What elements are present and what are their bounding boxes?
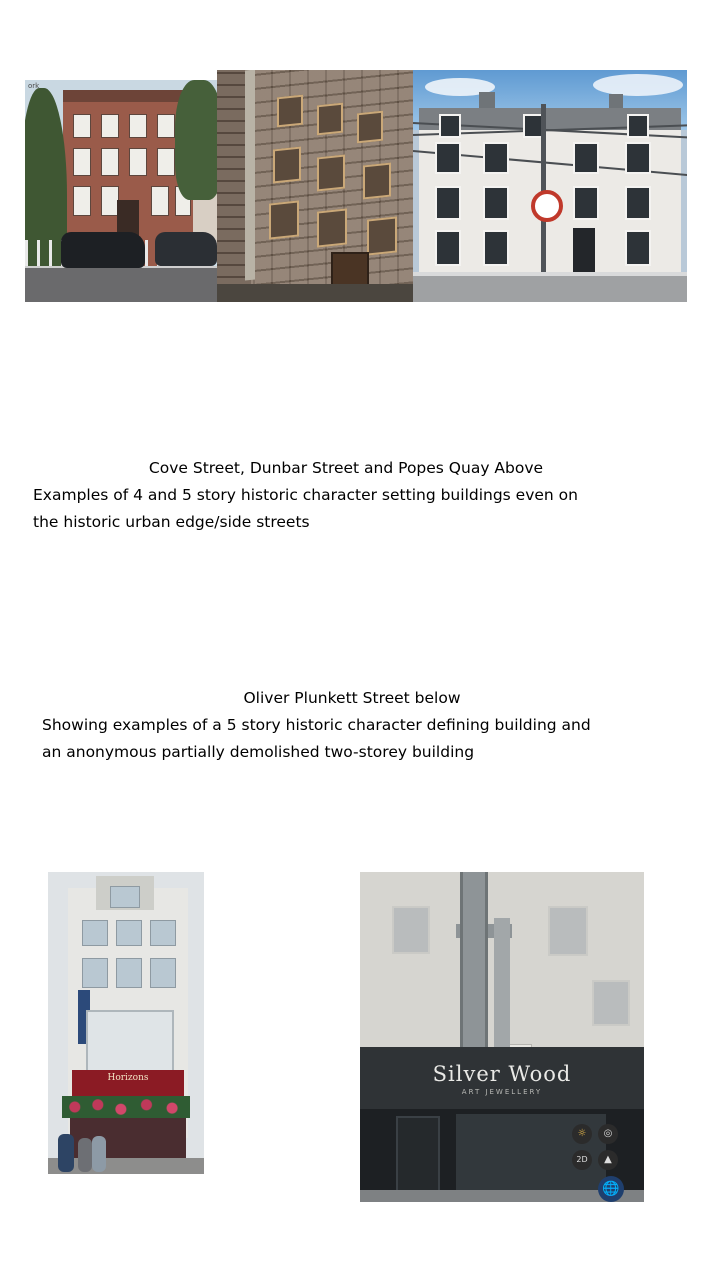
oliver-plunkett-street-silverwood-photo <box>360 872 644 1202</box>
window <box>625 142 651 174</box>
popes-quay-photo <box>413 70 687 302</box>
window <box>150 920 176 946</box>
shop-sign-text: Horizons <box>107 1073 149 1083</box>
window <box>129 148 147 176</box>
dunbar-street-photo <box>217 70 413 302</box>
window <box>73 148 91 176</box>
parked-car <box>61 232 145 268</box>
window <box>151 186 169 216</box>
window <box>625 230 651 266</box>
window <box>435 186 461 220</box>
cove-street-photo <box>25 80 217 302</box>
window <box>317 155 345 192</box>
window <box>625 186 651 220</box>
oriel-bay-window <box>86 1010 174 1072</box>
shop-sign-text: Silver Wood <box>432 1062 572 1086</box>
flower-boxes <box>62 1096 190 1118</box>
parked-car <box>155 232 217 266</box>
window <box>483 230 509 266</box>
dormer-window <box>439 114 461 138</box>
ground <box>217 284 413 302</box>
window <box>116 920 142 946</box>
window <box>157 114 175 138</box>
shop-door <box>396 1116 440 1200</box>
window <box>367 216 397 255</box>
top-photo-strip <box>25 70 687 302</box>
caption-top <box>33 455 653 536</box>
pedestrian <box>78 1138 92 1172</box>
window <box>157 148 175 176</box>
caption-top-line1: Examples of 4 and 5 story historic character setting buildings even on <box>33 486 578 504</box>
caption-top-title: Cove Street, Dunbar Street and Popes Quay Above <box>148 459 544 477</box>
window <box>269 200 299 239</box>
downpipe <box>245 70 255 281</box>
window <box>483 142 509 174</box>
window <box>548 906 588 956</box>
window <box>129 114 147 138</box>
window <box>150 958 176 988</box>
window <box>73 114 91 138</box>
window <box>101 148 119 176</box>
street-view-sun-icon[interactable]: ☼ <box>572 1124 592 1144</box>
caption-top-line2: the historic urban edge/side streets <box>33 513 310 531</box>
window <box>73 186 91 216</box>
window <box>277 95 303 128</box>
caption-bottom <box>42 685 662 766</box>
zoom-2d-toggle[interactable]: 2D <box>572 1150 592 1170</box>
no-entry-sign <box>531 190 563 222</box>
window <box>82 920 108 946</box>
entrance-door <box>573 228 595 272</box>
tree <box>175 80 217 200</box>
caption-bottom-line1: Showing examples of a 5 story historic character defining building and <box>42 716 591 734</box>
street-view-pegman-icon[interactable]: ▲ <box>598 1150 618 1170</box>
caption-bottom-title: Oliver Plunkett Street below <box>243 689 461 707</box>
road <box>25 268 217 302</box>
window <box>435 230 461 266</box>
dormer-window <box>627 114 649 138</box>
road <box>413 276 687 302</box>
window <box>357 111 383 144</box>
globe-icon[interactable]: 🌐 <box>598 1176 624 1202</box>
window <box>82 958 108 988</box>
oliver-plunkett-street-horizons-photo <box>48 872 204 1174</box>
window <box>573 142 599 174</box>
window <box>363 163 391 200</box>
window <box>116 958 142 988</box>
cloud <box>593 74 683 96</box>
pedestrian <box>92 1136 106 1172</box>
window <box>101 114 119 138</box>
shop-sub-sign-text: ART JEWELLERY <box>461 1088 543 1096</box>
window <box>392 906 430 954</box>
street-view-compass-icon[interactable]: ◎ <box>598 1124 618 1144</box>
window <box>435 142 461 174</box>
window <box>110 886 140 908</box>
window <box>317 208 347 247</box>
window <box>317 103 343 136</box>
pedestrians <box>52 1120 108 1172</box>
window <box>483 186 509 220</box>
pedestrian <box>58 1134 74 1172</box>
caption-bottom-line2: an anonymous partially demolished two-storey building <box>42 743 475 761</box>
photo-corner-label: ork <box>28 82 40 90</box>
window <box>273 147 301 184</box>
roof-parapet <box>63 90 195 102</box>
window <box>592 980 630 1026</box>
window <box>573 186 599 220</box>
